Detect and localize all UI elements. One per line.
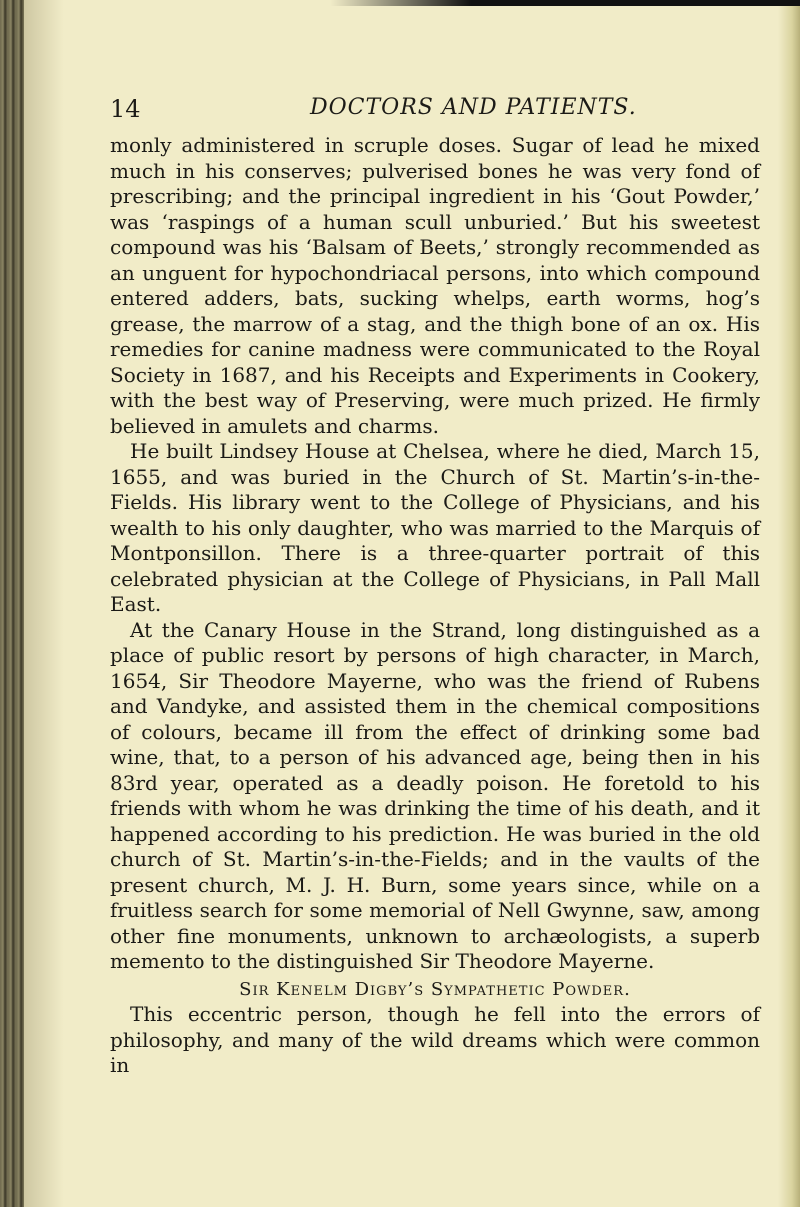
paragraph-3: At the Canary House in the Strand, long distinguished as a place of public resort by persons of high character, in March, 1654, Sir Theodore Mayerne, who was the friend of Rubens and Vandyke, and assisted them in the chemical compositions of colours, became ill from the effect of drinking some bad wine, that, to a person of his advanced age, being then in his 83rd year, operated as a deadly poison. He foretold to his friends with whom he was drinking the time of his death, and it happened according to his prediction. He was buried in the old church of St. Martin’s-in-the-Fields; and in the vaults of the present church, M. J. H. Burn, some years since, while on a fruitless search for some memorial of Nell Gwynne, saw, among other fine monuments, unknown to archæologists, a superb memento to the distinguished Sir Theodore Mayerne. — [110, 617, 760, 973]
paragraph-4: This eccentric person, though he fell into the errors of philosophy, and many of the wild dreams which were common in — [110, 1002, 760, 1077]
page-top-shadow — [330, 0, 800, 6]
page-edge-shadow — [778, 0, 800, 1207]
running-head — [100, 95, 760, 135]
body-text — [110, 133, 760, 1079]
paragraph-2: He built Lindsey House at Chelsea, where he died, March 15, 1655, and was buried in the Church of St. Martin’s-in-the-Fields. His library went to the College of Physicians, and his wealth to his only daughter, who was married to the Marquis of Montponsillon. There is a three-quarter portrait of this celebrated physician at the College of Physicians, in Pall Mall East. — [110, 439, 760, 616]
page-number: 14 — [110, 95, 141, 123]
running-title: DOCTORS AND PATIENTS. — [310, 95, 637, 120]
paragraph-1: monly administered in scruple doses. Sugar of lead he mixed much in his conserves; pulverised bones he was very fond of prescribing; and the principal ingredient in his ‘Gout Powder,’ was ‘raspings of a human scull unburied.’ But his sweetest compound was his ‘Balsam of Beets,’ strongly recommended as an unguent for hypochondriacal persons, into which compound entered adders, bats, sucking whelps, earth worms, hog’s grease, the marrow of a stag, and the thigh bone of an ox. His remedies for canine madness were communicated to the Royal Society in 1687, and his Receipts and Experiments in Cookery, with the best way of Preserving, were much prized. He firmly believed in amulets and charms. — [110, 133, 760, 438]
section-heading: Sir Kenelm Digby’s Sympathetic Powder. — [239, 978, 631, 1000]
